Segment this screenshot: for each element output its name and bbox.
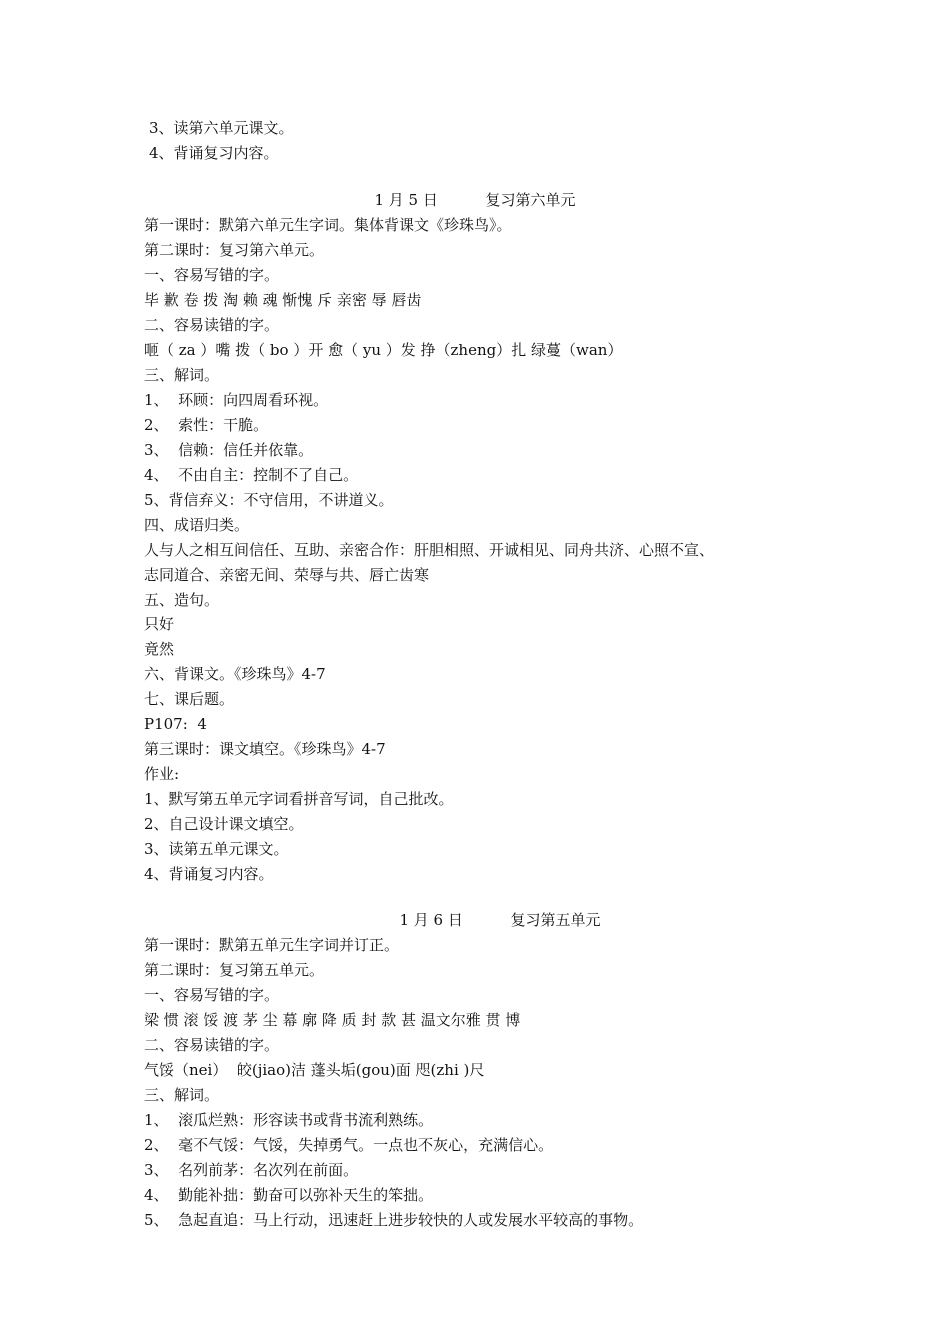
- text-line: 四、成语归类。: [144, 516, 250, 534]
- text-line: 第一课时：默第五单元生字词并订正。: [144, 936, 400, 954]
- text-line: 毕 歉 卷 拨 淘 赖 魂 惭愧 斥 亲密 辱 唇齿: [144, 291, 422, 309]
- section-heading-jan5: 1 月 5 日 复习第六单元: [374, 191, 576, 209]
- text-line: 作业:: [144, 765, 180, 783]
- text-line: 1、 环顾：向四周看环视。: [144, 391, 329, 409]
- text-line: 1、 滚瓜烂熟：形容读书或背书流利熟练。: [144, 1111, 434, 1129]
- section-heading-jan6: 1 月 6 日 复习第五单元: [399, 911, 601, 929]
- text-line: 第一课时：默第六单元生字词。集体背课文《珍珠鸟》。: [144, 216, 512, 234]
- text-line: 5、背信弃义：不守信用，不讲道义。: [144, 491, 394, 509]
- text-line: 五、造句。: [144, 591, 220, 609]
- text-line: 三、解词。: [144, 366, 220, 384]
- text-line: 3、读第六单元课文。: [149, 119, 294, 137]
- text-line: 3、读第五单元课文。: [144, 840, 289, 858]
- text-line: 气馁（nei） 皎(jiao)洁 蓬头垢(gou)面 咫(zhi )尺: [144, 1061, 485, 1079]
- text-line: 七、课后题。: [144, 690, 235, 708]
- text-line: 咂（ za ）嘴 拨（ bo ）开 愈（ yu ）发 挣（zheng）扎 绿蔓（wan）: [144, 341, 623, 359]
- text-line: 第二课时：复习第五单元。: [144, 961, 325, 979]
- text-line: 第二课时：复习第六单元。: [144, 241, 325, 259]
- text-line: 三、解词。: [144, 1086, 220, 1104]
- text-line: 2、 毫不气馁：气馁，失掉勇气。一点也不灰心，充满信心。: [144, 1136, 554, 1154]
- text-line: 只好: [144, 615, 175, 633]
- text-line: 志同道合、亲密无间、荣辱与共、唇亡齿寒: [144, 566, 430, 584]
- text-line: 3、 信赖：信任并依靠。: [144, 441, 314, 459]
- text-line: 3、 名列前茅：名次列在前面。: [144, 1161, 359, 1179]
- text-line: 5、 急起直追：马上行动，迅速赶上进步较快的人或发展水平较高的事物。: [144, 1211, 644, 1229]
- text-line: 竟然: [144, 640, 175, 658]
- text-line: 一、容易写错的字。: [144, 986, 280, 1004]
- text-line: 人与人之相互间信任、互助、亲密合作：肝胆相照、开诚相见、同舟共济、心照不宣、: [144, 541, 715, 559]
- text-line: 六、背课文。《珍珠鸟》4-7: [144, 665, 326, 683]
- text-line: 二、容易读错的字。: [144, 316, 280, 334]
- text-line: 4、背诵复习内容。: [149, 144, 279, 162]
- text-line: 2、 索性：干脆。: [144, 416, 269, 434]
- text-line: P107: 4: [144, 715, 207, 733]
- text-line: 1、默写第五单元字词看拼音写词，自己批改。: [144, 790, 454, 808]
- text-line: 梁 惯 滚 馁 渡 茅 尘 幕 廓 降 质 封 款 甚 温文尔雅 贯 博: [144, 1011, 521, 1029]
- text-line: 二、容易读错的字。: [144, 1036, 280, 1054]
- text-line: 第三课时：课文填空。《珍珠鸟》4-7: [144, 740, 386, 758]
- text-line: 4、背诵复习内容。: [144, 865, 274, 883]
- text-line: 2、自己设计课文填空。: [144, 815, 304, 833]
- text-line: 4、 不由自主：控制不了自己。: [144, 466, 359, 484]
- text-line: 4、 勤能补拙：勤奋可以弥补天生的笨拙。: [144, 1186, 434, 1204]
- text-line: 一、容易写错的字。: [144, 266, 280, 284]
